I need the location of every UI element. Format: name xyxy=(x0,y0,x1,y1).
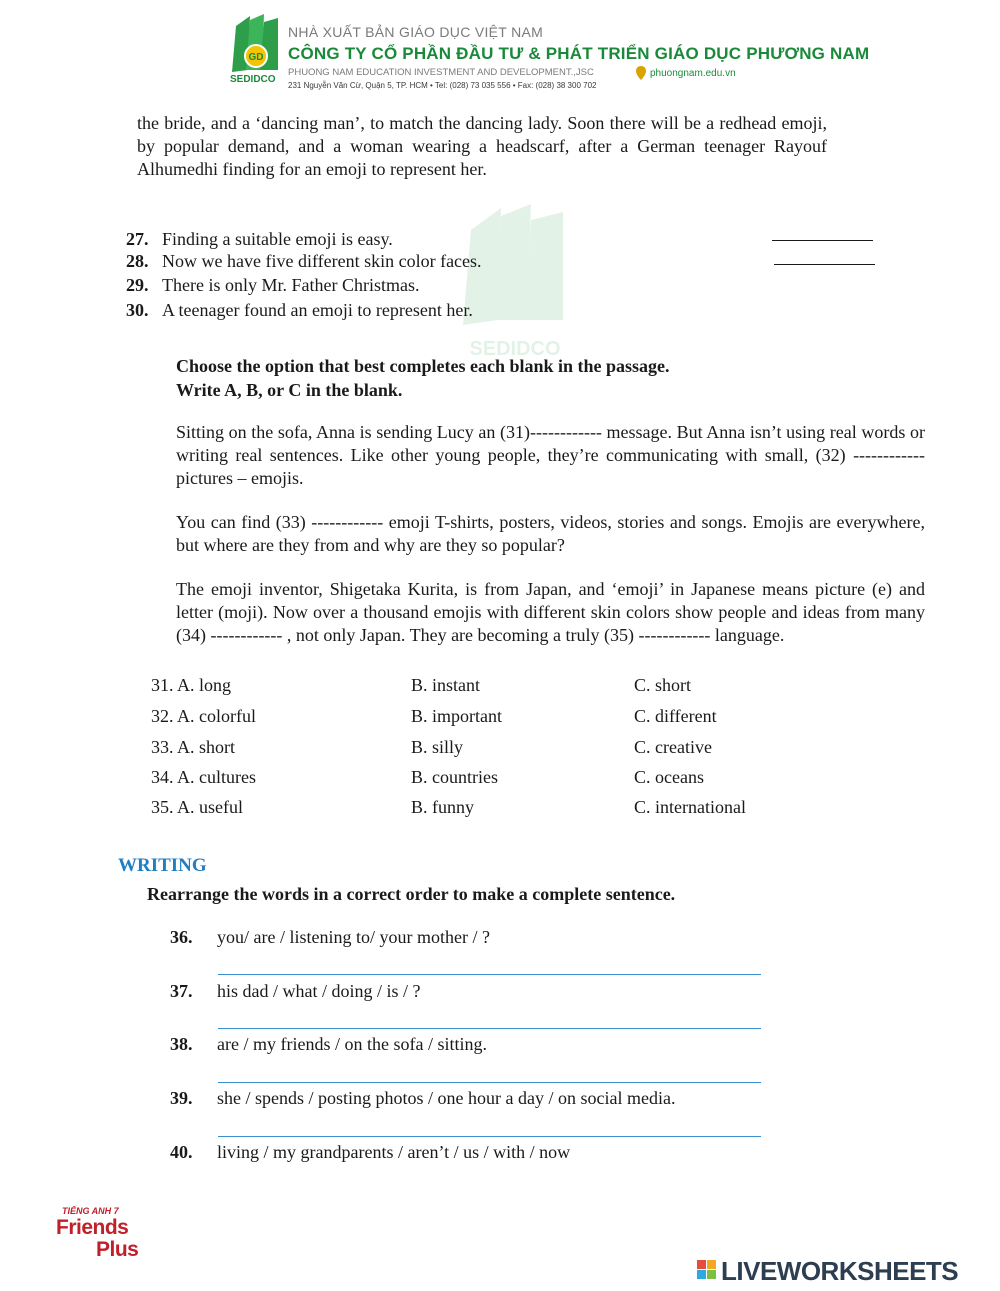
friends-plus-logo xyxy=(56,1206,156,1266)
publisher-name-line1: NHÀ XUẤT BẢN GIÁO DỤC VIỆT NAM xyxy=(288,24,544,40)
writing-item-38 xyxy=(170,1033,870,1056)
item-text: his dad / what / doing / is / ? xyxy=(217,981,421,1001)
option-row-32 xyxy=(151,706,851,730)
publisher-logo xyxy=(228,12,284,92)
item-text: you/ are / listening to/ your mother / ? xyxy=(217,927,490,947)
option-b[interactable]: B. funny xyxy=(411,797,474,817)
item-number: 37. xyxy=(170,981,193,1001)
item-text: living / my grandparents / aren’t / us / with / now xyxy=(217,1142,571,1162)
publisher-name-line2: CÔNG TY CỔ PHẦN ĐẦU TƯ & PHÁT TRIỂN GIÁO DỤC PHƯƠNG NAM xyxy=(288,44,870,63)
option-row-31 xyxy=(151,675,851,699)
publisher-name-english: PHUONG NAM EDUCATION INVESTMENT AND DEVELOPMENT.,JSC xyxy=(288,67,594,78)
option-c[interactable]: C. different xyxy=(634,706,717,726)
writing-item-36 xyxy=(170,926,870,949)
item-text: are / my friends / on the sofa / sitting. xyxy=(217,1034,487,1054)
cloze-instruction-line1: Choose the option that best completes each blank in the passage. xyxy=(176,356,670,376)
option-a[interactable]: 32. A. colorful xyxy=(151,706,256,726)
item-number: 29. xyxy=(126,275,149,295)
answer-blank-28[interactable] xyxy=(774,264,875,265)
option-c[interactable]: C. oceans xyxy=(634,767,704,787)
option-b[interactable]: B. silly xyxy=(411,737,464,757)
option-c[interactable]: C. international xyxy=(634,797,746,817)
item-number: 40. xyxy=(170,1142,193,1162)
item-text: There is only Mr. Father Christmas. xyxy=(162,275,420,295)
writing-instruction: Rearrange the words in a correct order to make a complete sentence. xyxy=(147,884,676,904)
item-text: Now we have five different skin color faces. xyxy=(162,251,482,271)
item-number: 36. xyxy=(170,927,193,947)
item-number: 27. xyxy=(126,229,149,249)
book-series-label: TIẾNG ANH 7 xyxy=(62,1206,119,1216)
svg-text:SEDIDCO: SEDIDCO xyxy=(469,338,561,360)
answer-line-37[interactable] xyxy=(218,1028,761,1029)
item-number: 30. xyxy=(126,300,149,320)
writing-item-40 xyxy=(170,1141,870,1164)
item-number: 38. xyxy=(170,1034,193,1054)
option-c[interactable]: C. short xyxy=(634,675,692,695)
liveworksheets-logo[interactable] xyxy=(697,1256,997,1286)
option-row-35 xyxy=(151,797,851,821)
option-b[interactable]: B. countries xyxy=(411,767,498,787)
option-a[interactable]: 35. A. useful xyxy=(151,797,243,817)
option-row-34 xyxy=(151,767,851,791)
option-a[interactable]: 33. A. short xyxy=(151,737,236,757)
item-text: A teenager found an emoji to represent her. xyxy=(162,300,473,320)
item-number: 28. xyxy=(126,251,149,271)
publisher-website: phuongnam.edu.vn xyxy=(650,68,736,79)
tf-item-28 xyxy=(126,250,746,273)
item-number: 39. xyxy=(170,1088,193,1108)
tf-item-27 xyxy=(126,228,746,251)
location-pin-icon xyxy=(636,66,646,80)
option-a[interactable]: 31. A. long xyxy=(151,675,232,695)
tf-item-30 xyxy=(126,299,746,322)
live-badge-icon xyxy=(697,1260,717,1280)
section-heading-writing: WRITING xyxy=(118,855,207,876)
option-a[interactable]: 34. A. cultures xyxy=(151,767,256,787)
option-b[interactable]: B. important xyxy=(411,706,502,726)
writing-item-39 xyxy=(170,1087,870,1110)
cloze-instruction-line2: Write A, B, or C in the blank. xyxy=(176,380,403,400)
writing-item-37 xyxy=(170,980,870,1003)
answer-line-36[interactable] xyxy=(218,974,761,975)
svg-text:GD: GD xyxy=(248,52,264,63)
answer-line-38[interactable] xyxy=(218,1082,761,1083)
option-b[interactable]: B. instant xyxy=(411,675,481,695)
reading-paragraph-end: the bride, and a ‘dancing man’, to match the dancing lady. Soon there will be a redhead emoji, by popular demand, and a woman wearing a headscarf, after a German teenager Rayouf Alhumedhi finding for an emoji to represent her. xyxy=(137,113,827,179)
item-text: Finding a suitable emoji is easy. xyxy=(162,229,393,249)
option-c[interactable]: C. creative xyxy=(634,737,712,757)
answer-blank-27[interactable] xyxy=(772,240,873,241)
answer-line-39[interactable] xyxy=(218,1136,761,1137)
book-title-line1: Friends xyxy=(56,1216,129,1239)
logo-caption: SEDIDCO xyxy=(230,74,276,85)
cloze-paragraph-3: The emoji inventor, Shigetaka Kurita, is from Japan, and ‘emoji’ in Japanese means picture (e) and letter (moji). Now over a thousand emojis with different skin colors show people and ideas from many (34) ------------ , not only Japan. They are becoming a truly (35) ------------ language. xyxy=(176,579,925,645)
publisher-address: 231 Nguyễn Văn Cừ, Quận 5, TP. HCM • Tel: (028) 73 035 556 • Fax: (028) 38 300 702 xyxy=(288,81,597,90)
book-title-line2: Plus xyxy=(96,1238,139,1261)
item-text: she / spends / posting photos / one hour a day / on social media. xyxy=(217,1088,676,1108)
tf-item-29 xyxy=(126,274,746,297)
option-row-33 xyxy=(151,737,851,761)
brand-name: LIVEWORKSHEETS xyxy=(721,1256,959,1286)
cloze-paragraph-2: You can find (33) ------------ emoji T-shirts, posters, videos, stories and songs. Emojis are everywhere, but where are they from and why are they so popular? xyxy=(176,512,925,555)
cloze-paragraph-1: Sitting on the sofa, Anna is sending Lucy an (31)------------ message. But Anna isn’t using real words or writing real sentences. Like other young people, they’re communicating with small, (32) ------------ pictures – emojis. xyxy=(176,422,925,488)
